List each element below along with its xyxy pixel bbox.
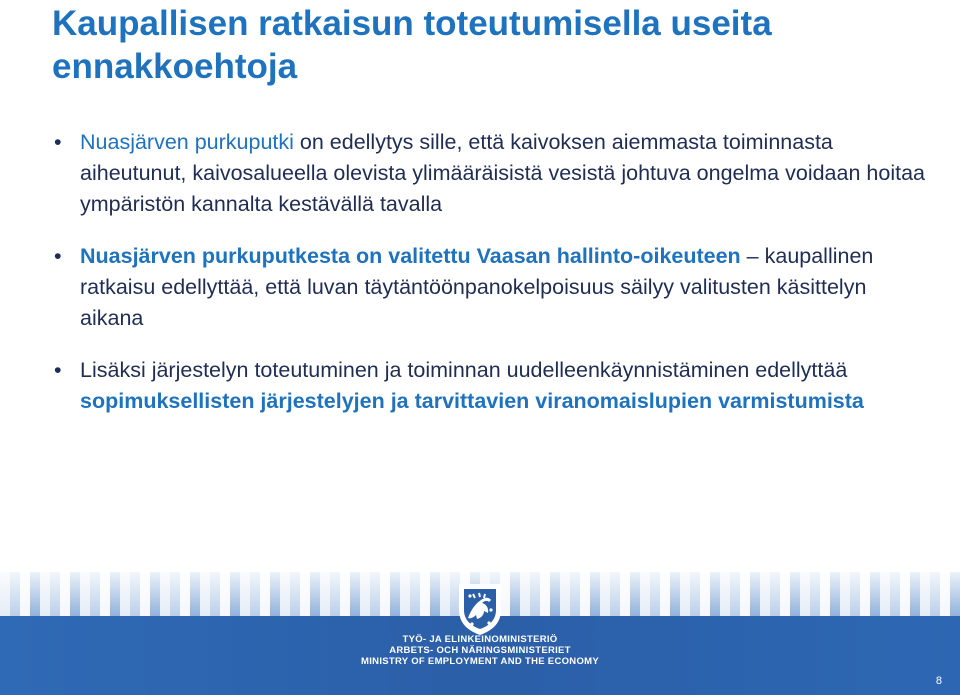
page-number: 8	[935, 675, 942, 687]
ministry-name-sv: ARBETS- OCH NÄRINGSMINISTERIET	[389, 645, 571, 656]
bullet-highlight: Nuasjärven purkuputki	[80, 130, 294, 154]
footer-band	[0, 572, 960, 695]
bullet-item-valitus	[52, 241, 932, 334]
slide-title: Kaupallisen ratkaisun toteutumisella useita ennakkoehtoja	[52, 4, 772, 86]
bullet-highlight-bold: Nuasjärven purkuputkesta on valitettu Vaasan hallinto-oikeuteen	[80, 244, 741, 268]
bullet-highlight-bold: sopimuksellisten järjestelyjen ja tarvittavien viranomaislupien varmistumista	[80, 389, 864, 413]
bullet-text: Lisäksi järjestelyn toteutuminen ja toiminnan uudelleenkäynnistäminen edellyttää	[80, 358, 848, 382]
finnish-lion-coat-of-arms-icon	[455, 580, 505, 636]
bullet-list	[52, 127, 932, 438]
ministry-name	[330, 634, 630, 667]
bullet-item-purkuputki	[52, 127, 932, 220]
bullet-text: on edellytys sille, että kaivoksen aiemmasta toiminnasta aiheutunut, kaivosalueella olevista ylimääräisistä vesistä johtuva ongelma voidaan hoitaa ympäristön kannalta kestävällä tavalla	[80, 130, 925, 216]
ministry-name-en: MINISTRY OF EMPLOYMENT AND THE ECONOMY	[361, 656, 599, 667]
ministry-name-fi: TYÖ- JA ELINKEINOMINISTERIÖ	[402, 634, 558, 645]
bullet-item-jarjestely	[52, 355, 932, 417]
bullet-text: – kaupallinen ratkaisu edellyttää, että luvan täytäntöönpanokelpoisuus säilyy valitusten käsittelyn aikana	[80, 244, 874, 330]
